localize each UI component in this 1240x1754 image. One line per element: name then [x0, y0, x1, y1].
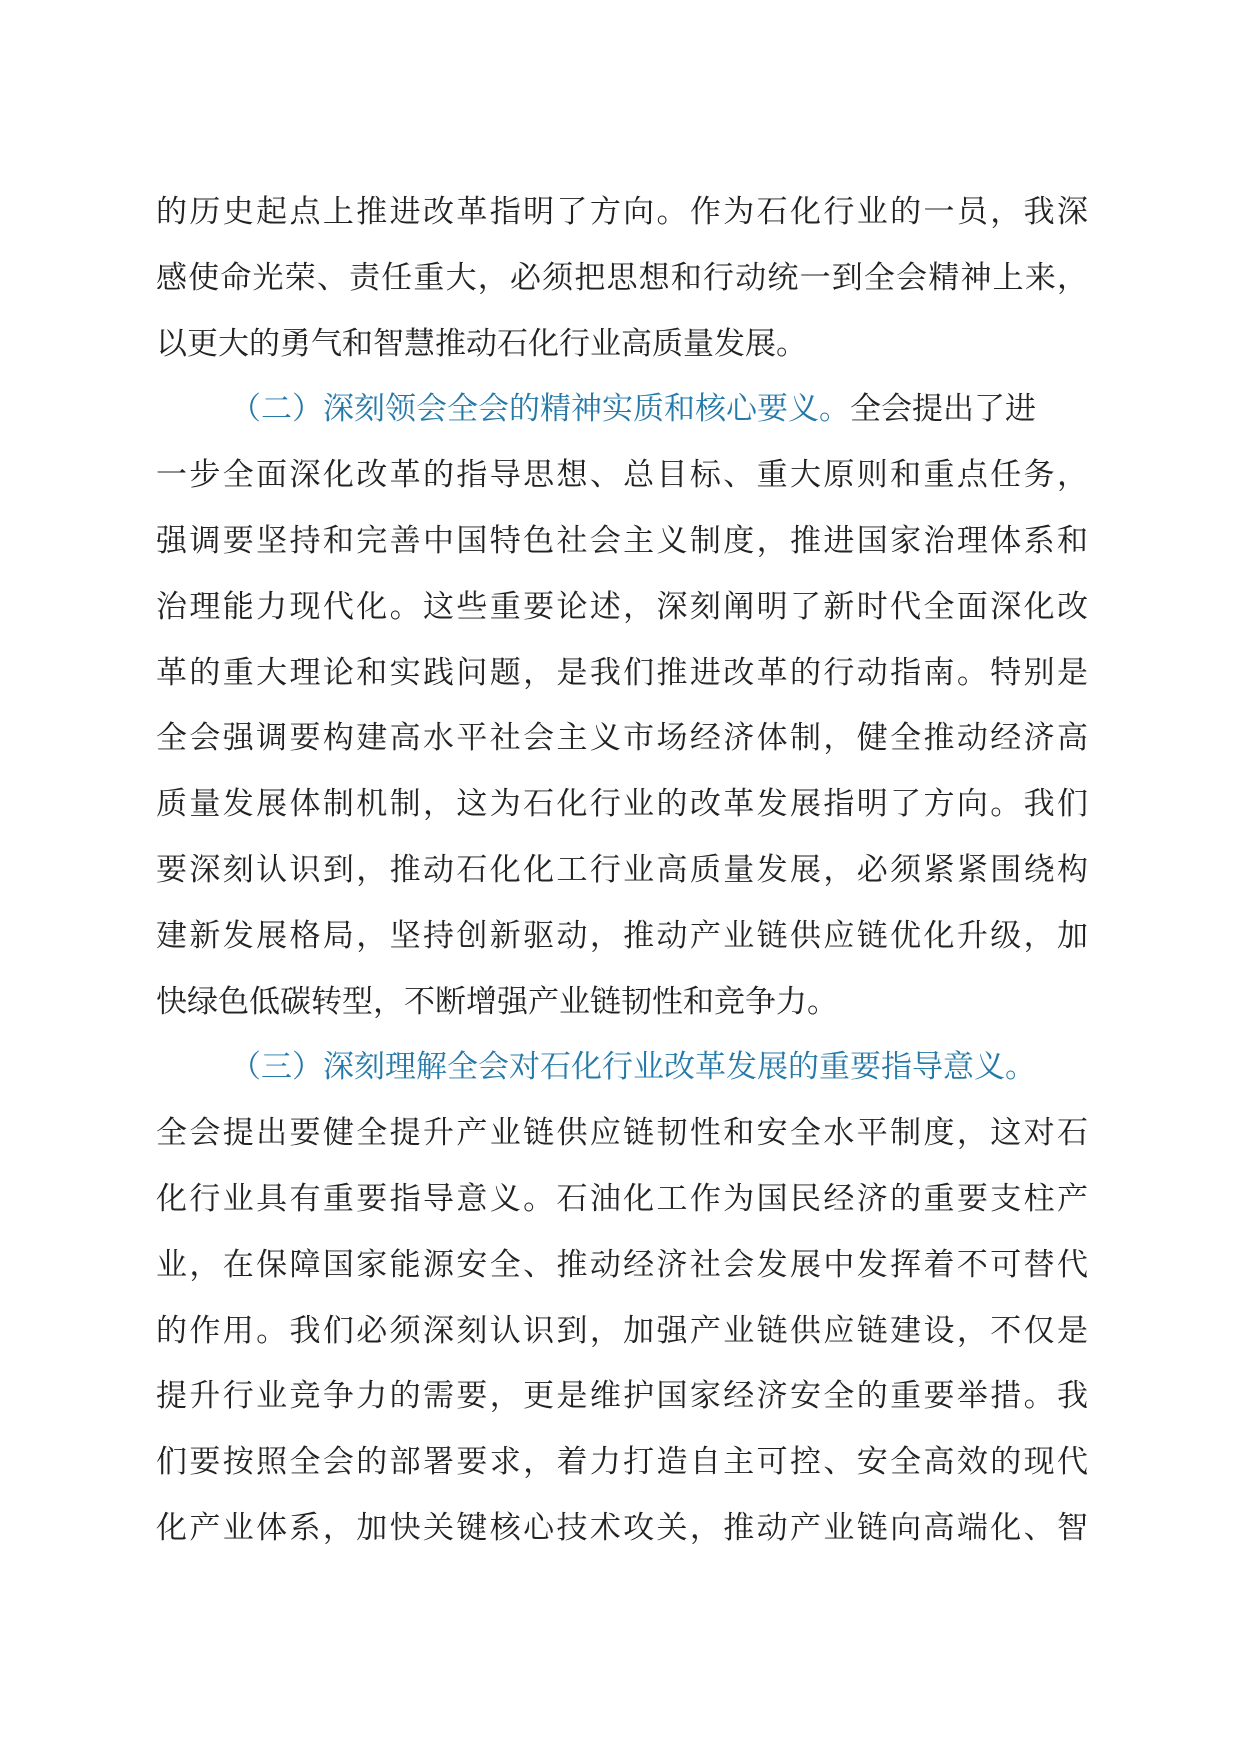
body-line: 化产业体系，加快关键核心技术攻关，推动产业链向高端化、智: [156, 1509, 1088, 1546]
body-line: 化行业具有重要指导意义。石油化工作为国民经济的重要支柱产: [156, 1180, 1088, 1217]
body-line: 一步全面深化改革的指导思想、总目标、重大原则和重点任务，: [156, 457, 1088, 494]
section-3-heading-line: [156, 1035, 1088, 1101]
section-heading-2: （二）深刻领会全会的精神实质和核心要义。: [230, 391, 850, 428]
body-line: 建新发展格局，坚持创新驱动，推动产业链供应链优化升级，加: [156, 917, 1088, 954]
body-line: 要深刻认识到，推动石化化工行业高质量发展，必须紧紧围绕构: [156, 851, 1088, 888]
document-body: [156, 180, 1088, 1562]
body-line: 快绿色低碳转型，不断增强产业链韧性和竞争力。: [156, 983, 838, 1020]
body-line: 提升行业竞争力的需要，更是维护国家经济安全的重要举措。我: [156, 1378, 1088, 1415]
section-2-first-line: [156, 377, 1088, 443]
body-line: 们要按照全会的部署要求，着力打造自主可控、安全高效的现代: [156, 1444, 1088, 1481]
body-line: 业，在保障国家能源安全、推动经济社会发展中发挥着不可替代: [156, 1246, 1088, 1283]
body-line: 质量发展体制机制，这为石化行业的改革发展指明了方向。我们: [156, 786, 1088, 823]
body-line: 强调要坚持和完善中国特色社会主义制度，推进国家治理体系和: [156, 522, 1088, 559]
body-line: 全会提出要健全提升产业链供应链韧性和安全水平制度，这对石: [156, 1115, 1088, 1152]
body-line: 的历史起点上推进改革指明了方向。作为石化行业的一员，我深: [156, 194, 1088, 230]
body-line: 的作用。我们必须深刻认识到，加强产业链供应链建设，不仅是: [156, 1312, 1088, 1349]
body-line: 治理能力现代化。这些重要论述，深刻阐明了新时代全面深化改: [156, 588, 1088, 625]
section-heading-3: （三）深刻理解全会对石化行业改革发展的重要指导意义。: [230, 1049, 1036, 1086]
body-line: 以更大的勇气和智慧推动石化行业高质量发展。: [156, 325, 807, 362]
body-line: 感使命光荣、责任重大，必须把思想和行动统一到全会精神上来，: [156, 259, 1088, 296]
body-line: 革的重大理论和实践问题，是我们推进改革的行动指南。特别是: [156, 654, 1088, 691]
body-text: 全会提出了进: [850, 391, 1036, 428]
body-line: 全会强调要构建高水平社会主义市场经济体制，健全推动经济高: [156, 720, 1088, 757]
